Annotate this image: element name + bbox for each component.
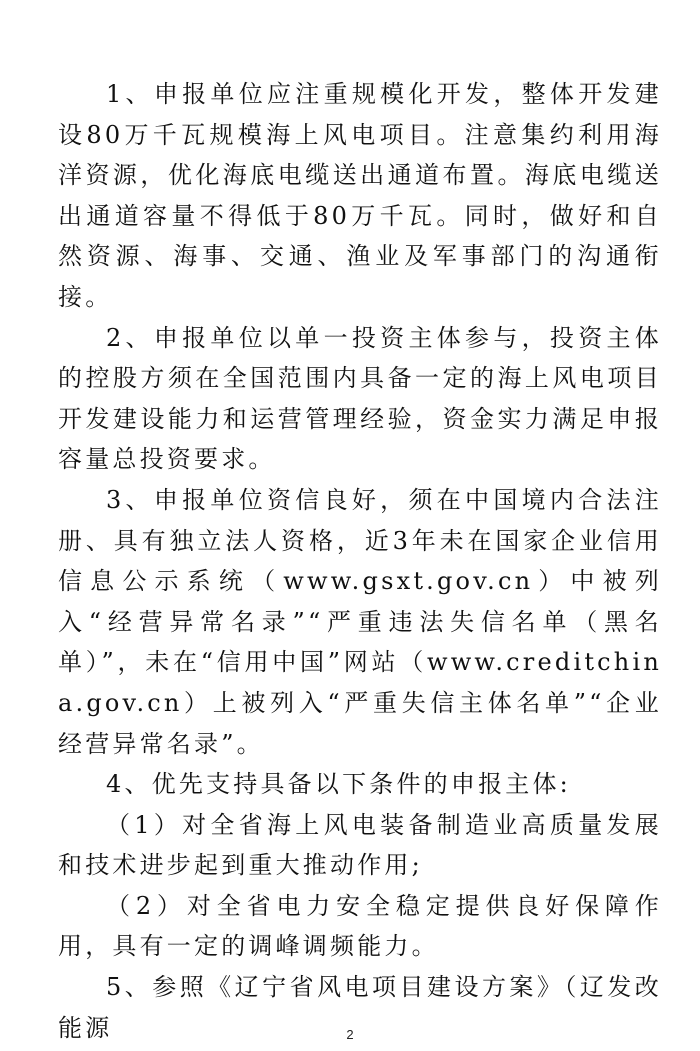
paragraph-requirement-1: 1、申报单位应注重规模化开发，整体开发建设80万千瓦规模海上风电项目。注意集约利用海洋资源，优化海底电缆送出通道布置。海底电缆送出通道容量不得低于80万千瓦。同时，做好和自然资源、海事、交通、渔业及军事部门的沟通衔接。 [58,80,662,311]
paragraph-requirement-3: 3、申报单位资信良好，须在中国境内合法注册、具有独立法人资格，近3年未在国家企业信用信息公示系统（www.gsxt.gov.cn）中被列入“经营异常名录”“严重违法失信名单（黑名单）”，未在“信用中国”网站（www.creditchina.gov.cn）上被列入“严重失信主体名单”“企业经营异常名录”。 [58,485,662,758]
paragraph-requirement-4: 4、优先支持具备以下条件的申报主体: [106,770,571,799]
page-number: 2 [346,1027,354,1042]
paragraph-requirement-5: 5、参照《辽宁省风电项目建设方案》（辽发改能源 [58,973,662,1042]
document-body [58,74,662,1048]
paragraph-requirement-2: 2、申报单位以单一投资主体参与，投资主体的控股方须在全国范围内具备一定的海上风电项目开发建设能力和运营管理经验，资金实力满足申报容量总投资要求。 [58,323,662,474]
paragraph-priority-1: （1）对全省海上风电装备制造业高质量发展和技术进步起到重大推动作用; [58,810,662,880]
paragraph-priority-2: （2）对全省电力安全稳定提供良好保障作用，具有一定的调峰调频能力。 [58,891,662,961]
